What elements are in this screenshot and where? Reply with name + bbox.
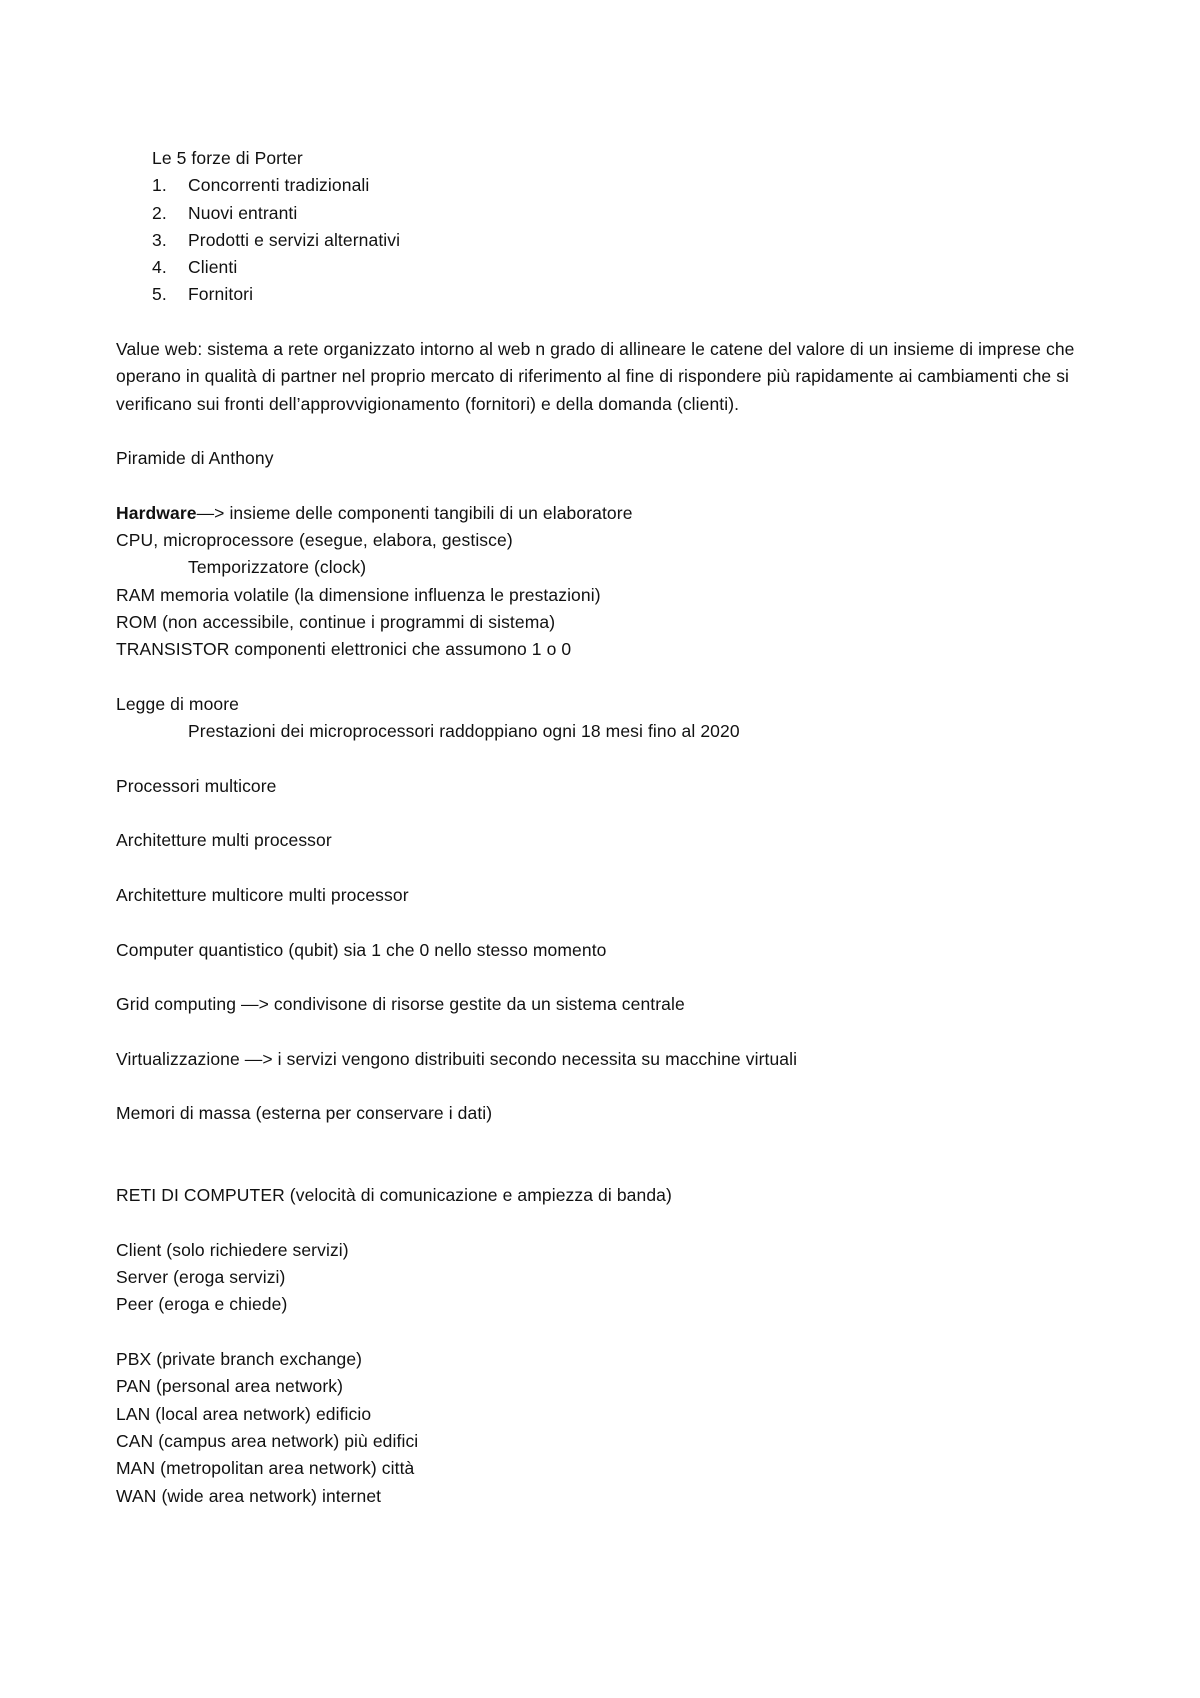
list-number: 4. <box>152 257 167 278</box>
can-line: CAN (campus area network) più edifici <box>116 1430 419 1451</box>
quantum-line: Computer quantistico (qubit) sia 1 che 0 nello stesso momento <box>116 939 607 960</box>
spacer <box>116 855 1096 882</box>
spacer <box>116 800 1096 827</box>
list-item <box>116 281 1096 308</box>
client-line: Client (solo richiedere servizi) <box>116 1239 349 1260</box>
hardware-definition-text: —> insieme delle componenti tangibili di un elaboratore <box>196 502 633 523</box>
list-item <box>116 172 1096 199</box>
spacer <box>116 664 1096 691</box>
spacer <box>116 1210 1096 1237</box>
spacer <box>116 418 1096 445</box>
networks-title: RETI DI COMPUTER (velocità di comunicazione e ampiezza di banda) <box>116 1185 672 1206</box>
ram-line: RAM memoria volatile (la dimensione influenza le prestazioni) <box>116 584 601 605</box>
porter-list <box>116 172 1096 308</box>
grid-line: Grid computing —> condivisone di risorse gestite da un sistema centrale <box>116 994 685 1015</box>
spacer <box>116 1019 1096 1046</box>
man-line: MAN (metropolitan area network) città <box>116 1458 415 1479</box>
lan-line: LAN (local area network) edificio <box>116 1403 372 1424</box>
value-web-paragraph: Value web: sistema a rete organizzato intorno al web n grado di allineare le catene del valore di un insieme di imprese che operano in qualità di partner nel proprio mercato di riferimento al fine di rispondere più rapidamente ai cambiamenti che si verificano sui fronti dell’approvvigionamento (fornitori) e della domanda (clienti). <box>116 339 1075 414</box>
spacer <box>116 909 1096 936</box>
multicore-multi-processor-line: Architetture multicore multi processor <box>116 885 409 906</box>
list-item <box>116 200 1096 227</box>
spacer <box>116 309 1096 336</box>
list-number: 3. <box>152 229 167 250</box>
list-number: 2. <box>152 202 167 223</box>
spacer <box>116 964 1096 991</box>
list-text: Prodotti e servizi alternativi <box>188 229 401 250</box>
spacer <box>116 1073 1096 1100</box>
spacer <box>116 473 1096 500</box>
mass-memory-line: Memori di massa (esterna per conservare i dati) <box>116 1103 493 1124</box>
list-item <box>116 254 1096 281</box>
clock-line: Temporizzatore (clock) <box>188 557 367 578</box>
document-content <box>116 145 1096 1510</box>
spacer <box>116 746 1096 773</box>
spacer <box>116 1128 1096 1183</box>
list-number: 5. <box>152 284 167 305</box>
list-text: Concorrenti tradizionali <box>188 175 370 196</box>
virtualization-line: Virtualizzazione —> i servizi vengono distribuiti secondo necessita su macchine virtuali <box>116 1048 798 1069</box>
hardware-label: Hardware <box>116 502 197 523</box>
list-text: Clienti <box>188 257 238 278</box>
multi-processor-line: Architetture multi processor <box>116 830 332 851</box>
cpu-line: CPU, microprocessore (esegue, elabora, gestisce) <box>116 530 513 551</box>
pan-line: PAN (personal area network) <box>116 1376 344 1397</box>
list-number: 1. <box>152 175 167 196</box>
moore-title: Legge di moore <box>116 693 240 714</box>
spacer <box>116 1319 1096 1346</box>
list-item <box>116 227 1096 254</box>
porter-title: Le 5 forze di Porter <box>152 148 303 168</box>
peer-line: Peer (eroga e chiede) <box>116 1294 288 1315</box>
hardware-definition <box>116 500 1096 527</box>
pbx-line: PBX (private branch exchange) <box>116 1349 363 1370</box>
anthony-heading: Piramide di Anthony <box>116 448 274 469</box>
list-text: Nuovi entranti <box>188 202 298 223</box>
multicore-line: Processori multicore <box>116 775 277 796</box>
transistor-line: TRANSISTOR componenti elettronici che assumono 1 o 0 <box>116 639 572 660</box>
wan-line: WAN (wide area network) internet <box>116 1485 382 1506</box>
moore-text: Prestazioni dei microprocessori raddoppiano ogni 18 mesi fino al 2020 <box>188 721 740 742</box>
rom-line: ROM (non accessibile, continue i programmi di sistema) <box>116 612 556 633</box>
list-text: Fornitori <box>188 284 254 305</box>
server-line: Server (eroga servizi) <box>116 1267 286 1288</box>
